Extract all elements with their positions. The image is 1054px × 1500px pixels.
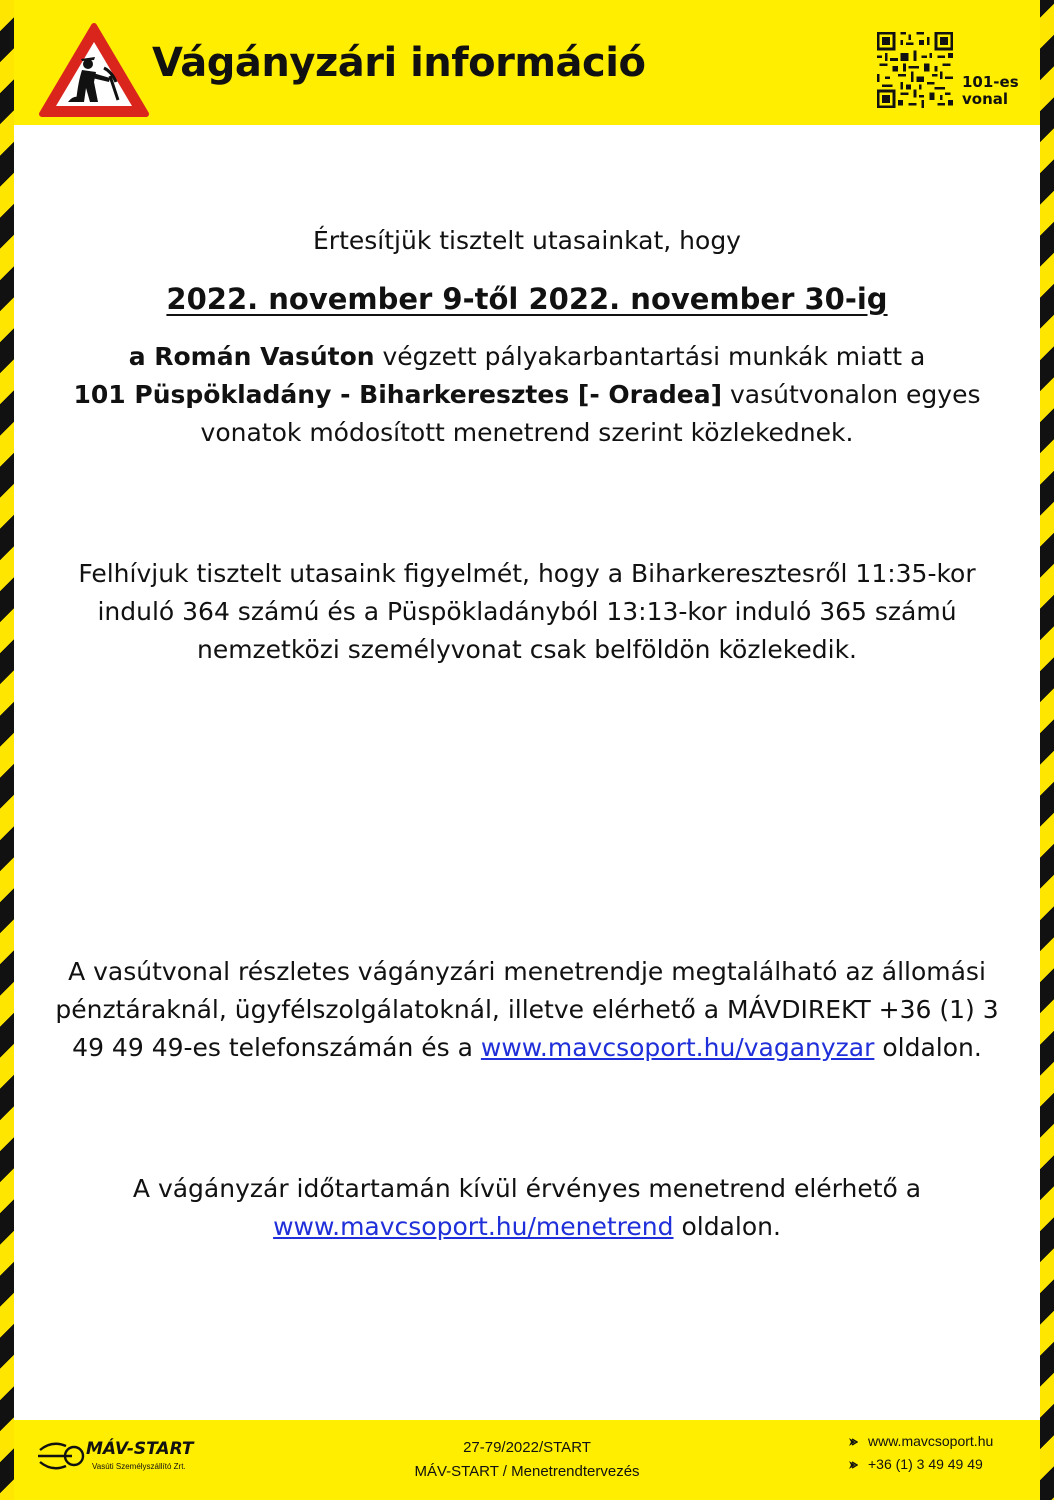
website-row[interactable] — [848, 1430, 1038, 1453]
notice-paragraph-trains: Felhívjuk tisztelt utasaink figyelmét, hogy a Biharkeresztesről 11:35-kor induló 364 számú és a Püspökladányból 13:13-kor induló 365 számú nemzetközi személyvonat csak belföldön közlekedik. — [78, 559, 976, 664]
works-text-end: vasútvonalon egyes vonatok módosított menetrend szerint közlekednek. — [200, 380, 981, 447]
phone-row[interactable] — [848, 1453, 1038, 1476]
line-number-text: 101-es vonal — [962, 73, 1019, 108]
timetable-suffix: oldalon. — [874, 1033, 982, 1062]
document-number: 27-79/2022/START — [463, 1439, 591, 1456]
arrow-right-icon — [848, 1437, 858, 1447]
qr-code-icon[interactable] — [876, 32, 954, 108]
mav-start-logo — [36, 1436, 206, 1476]
notice-intro: Értesítjük tisztelt utasainkat, hogy — [313, 226, 741, 255]
arrow-right-icon — [848, 1460, 858, 1470]
footer-document-info — [340, 1436, 714, 1484]
department: MÁV-START / Menetrendtervezés — [414, 1463, 640, 1480]
notice-paragraph-timetable — [40, 953, 1014, 1067]
mav-start-emblem-icon — [36, 1436, 86, 1476]
timetable-text: A vasútvonal részletes vágányzári menetrendje megtalálható az állomási pénztáraknál, ügyfélszolgálatoknál, illetve elérhető a MÁVDIREKT +36 (1) 3 49 49 49-es telefonszámán és a — [55, 957, 999, 1062]
vaganyzar-link[interactable]: www.mavcsoport.hu/vaganyzar — [480, 1033, 875, 1062]
line-number-label — [962, 74, 1032, 108]
page-title: Vágányzári információ — [152, 40, 646, 86]
railway-name: a Román Vasúton — [128, 342, 375, 371]
roadworks-warning-icon — [38, 20, 150, 120]
notice-paragraph-regular-timetable — [40, 1170, 1014, 1246]
date-range: 2022. november 9-től 2022. november 30-ig — [166, 282, 888, 316]
notice-paragraph-works — [40, 338, 1014, 452]
regular-timetable-suffix: oldalon. — [673, 1212, 781, 1241]
works-text: végzett pályakarbantartási munkák miatt a — [374, 342, 926, 371]
route-name: 101 Püspökladány - Biharkeresztes [- Oradea] — [73, 380, 723, 409]
footer-contacts — [848, 1430, 1038, 1476]
phone-text: +36 (1) 3 49 49 49 — [868, 1456, 983, 1472]
logo-subtext: Vasúti Személyszállító Zrt. — [92, 1462, 186, 1471]
website-text: www.mavcsoport.hu — [868, 1433, 994, 1449]
logo-text: MÁV-START — [86, 1439, 194, 1459]
regular-timetable-text: A vágányzár időtartamán kívül érvényes menetrend elérhető a — [132, 1174, 922, 1203]
menetrend-link[interactable]: www.mavcsoport.hu/menetrend — [273, 1212, 674, 1241]
